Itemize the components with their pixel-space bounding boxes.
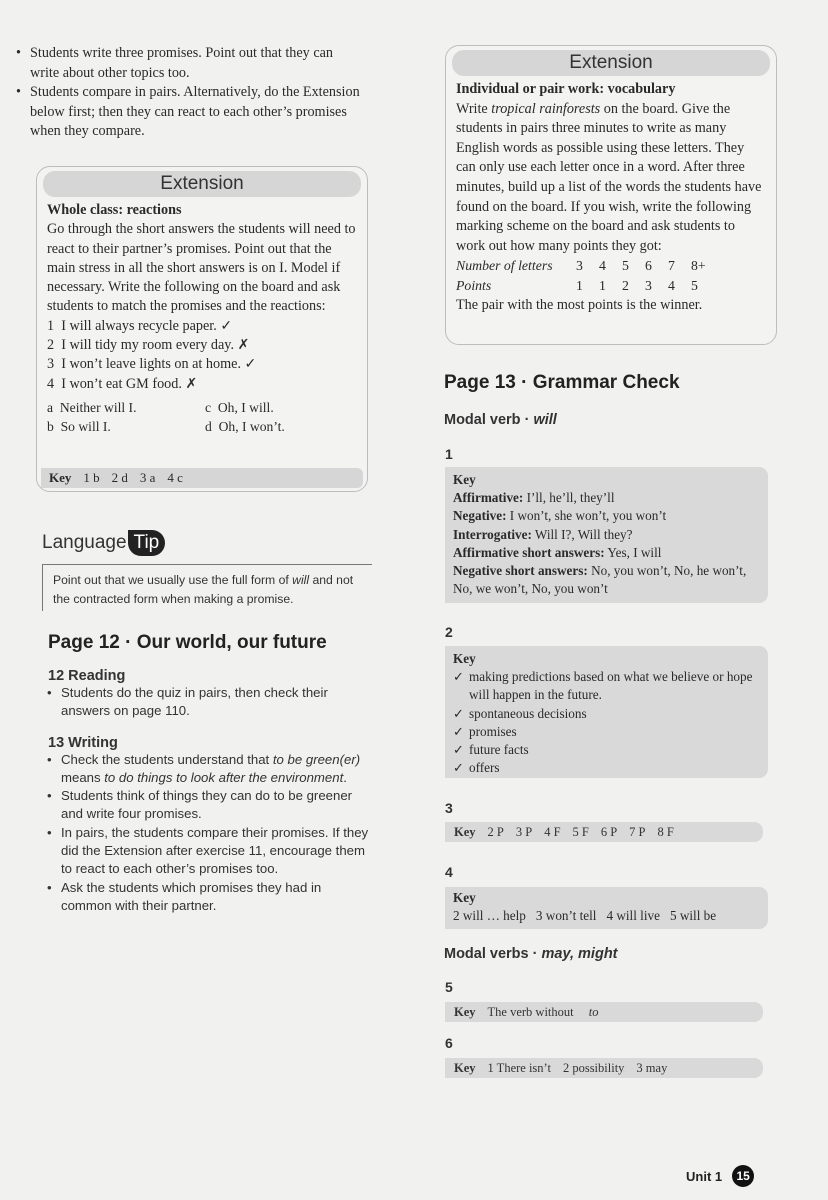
- answer-key-4: Key 2 will … help 3 won’t tell 4 will live 5 will be: [445, 887, 768, 929]
- exercise-number: 3: [445, 800, 453, 816]
- answer-key-2: Key ✓ making predictions based on what we believe or hope will happen in the future. ✓ spontaneous decisions ✓ promises ✓ future facts ✓ offers: [445, 646, 768, 778]
- page-footer: [686, 1165, 754, 1187]
- language-tip-text: Point out that we usually use the full form of will and not the contracted form when making a promise.: [53, 573, 354, 606]
- page-12-title: Page 12 · Our world, our future: [48, 632, 327, 653]
- list-item: Affirmative: I’ll, he’ll, they’ll: [453, 490, 615, 506]
- exercise-number: 6: [445, 1035, 453, 1051]
- list-item: ✓ future facts: [453, 741, 760, 759]
- list-item: ✓ promises: [453, 723, 760, 741]
- exercise-number: 5: [445, 979, 453, 995]
- list-item: • Students think of things they can do to be greener and write four promises.: [47, 787, 370, 824]
- promise-list: [47, 317, 357, 394]
- extension-body: Write tropical rainforests on the board. Give the students in pairs three minutes to write as many English words as possible using these letters. They can only use each letter once in a word. After three minutes, build up a list of the words the students have found on the board. If you wish, write the following marking scheme on the board and ask students to work out how many points they got:: [456, 100, 762, 254]
- page-13-title: Page 13 · Grammar Check: [444, 372, 680, 393]
- check-icon: ✓: [453, 723, 465, 739]
- list-item: • Students do the quiz in pairs, then check their answers on page 110.: [47, 684, 370, 721]
- list-item: ✓ offers: [453, 759, 760, 777]
- unit-label: Unit 1: [686, 1168, 723, 1184]
- check-icon: ✓: [453, 760, 465, 776]
- extension-box-right: [445, 45, 777, 345]
- list-item: 3 I won’t leave lights on at home. ✓: [47, 356, 257, 373]
- reading-bullets: [47, 684, 370, 721]
- list-item: • In pairs, the students compare their promises. If they did the Extension after exercise 11, encourage them to react to each other’s promises too.: [47, 824, 370, 879]
- list-item: • Students compare in pairs. Alternatively, do the Extension below first; then they can react to each other’s promises when they compare.: [16, 83, 361, 142]
- list-item: Negative: I won’t, she won’t, you won’t: [453, 508, 667, 524]
- cross-icon: ✗: [185, 375, 198, 392]
- list-item: d Oh, I won’t.: [205, 419, 285, 435]
- extension-title: Extension: [452, 50, 770, 76]
- page-number: 15: [732, 1165, 754, 1187]
- modal-will-heading: Modal verb · will: [444, 412, 557, 428]
- reaction-grid: [47, 398, 357, 437]
- answer-key-5: Key The verb without to: [445, 1002, 763, 1022]
- answer-key-3: Key 2 P 3 P 4 F 5 F 6 P 7 P 8 F: [445, 822, 763, 842]
- answer-key-6: Key 1 There isn’t 2 possibility 3 may: [445, 1058, 763, 1078]
- list-item: b So will I.: [47, 419, 111, 435]
- list-item: • Students write three promises. Point out that they can write about other topics too.: [16, 44, 361, 83]
- language-tip-heading: Language Tip: [42, 528, 372, 558]
- extension-box-left: [36, 166, 368, 492]
- extension-title: Extension: [43, 171, 361, 197]
- tip-badge: Tip: [128, 530, 166, 556]
- reading-title: 12 Reading: [48, 668, 126, 684]
- extension-subtitle: Individual or pair work: vocabulary: [456, 81, 676, 97]
- list-item: ✓ making predictions based on what we believe or hope will happen in the future.: [453, 668, 760, 704]
- extension-closing: The pair with the most points is the winner.: [456, 296, 703, 313]
- page-12-section: [48, 632, 370, 915]
- modal-may-heading: Modal verbs · may, might: [444, 946, 618, 962]
- extension-body: Go through the short answers the students will need to react to their partner’s promises. Point out that the main stress in all the short answers is on I. Model if necessary. Write the following on the board and ask students to match the promises and the reactions:: [47, 221, 356, 315]
- list-item: Negative short answers: No, you won’t, No, he won’t, No, we won’t, No, you won’t: [453, 563, 747, 597]
- exercise-number: 1: [445, 446, 453, 462]
- exercise-number: 4: [445, 864, 453, 880]
- list-item: 1 I will always recycle paper. ✓: [47, 317, 233, 334]
- writing-bullets: [47, 751, 370, 916]
- list-item: 2 will … help 3 won’t tell 4 will live 5 will be: [453, 908, 717, 924]
- intro-bullets: [16, 44, 361, 142]
- list-item: Interrogative: Will I?, Will they?: [453, 526, 633, 542]
- check-icon: ✓: [453, 705, 465, 721]
- list-item: 2 I will tidy my room every day. ✗: [47, 337, 250, 354]
- check-icon: ✓: [220, 317, 233, 334]
- list-item: 4 I won’t eat GM food. ✗: [47, 375, 198, 392]
- cross-icon: ✗: [237, 337, 250, 354]
- extension-subtitle: Whole class: reactions: [47, 202, 182, 218]
- marking-scheme: Number of letters 3 4 5 6 7 8+ Points 1 1 2 3 4 5: [456, 258, 706, 293]
- list-item: Affirmative short answers: Yes, I will: [453, 544, 662, 560]
- list-item: ✓ spontaneous decisions: [453, 705, 760, 723]
- answer-key-bar: Key 1 b 2 d 3 a 4 c: [41, 468, 363, 488]
- exercise-number: 2: [445, 624, 453, 640]
- check-icon: ✓: [244, 356, 257, 373]
- check-icon: ✓: [453, 742, 465, 758]
- writing-title: 13 Writing: [48, 734, 118, 751]
- language-tip: [42, 528, 372, 611]
- list-item: • Ask the students which promises they had in common with their partner.: [47, 879, 370, 916]
- list-item: c Oh, I will.: [205, 399, 274, 415]
- answer-key-1: Key Affirmative: I’ll, he’ll, they’ll Negative: I won’t, she won’t, you won’t Interrogative: Will I?, Will they? Affirmative short answers: Yes, I will Negative short answers: No, you won’t, No, he won’t, No, we won’t, No, you won’t: [445, 467, 768, 603]
- list-item: a Neither will I.: [47, 399, 137, 415]
- list-item: • Check the students understand that to be green(er) means to do things to look after the environment.: [47, 751, 370, 788]
- check-icon: ✓: [453, 669, 465, 685]
